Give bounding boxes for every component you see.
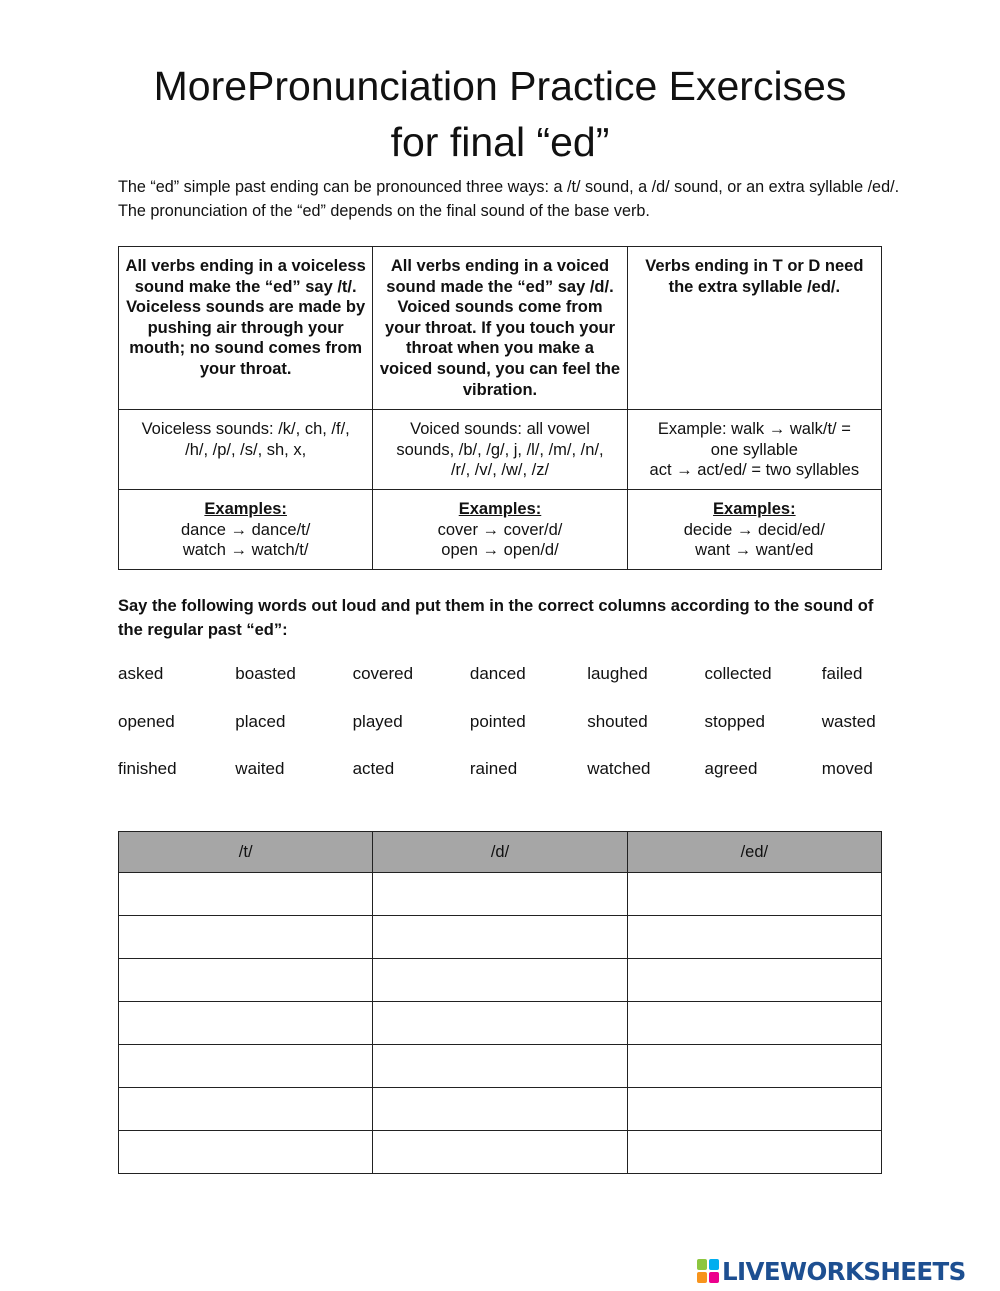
liveworksheets-logo [697, 1256, 966, 1286]
sounds-t-cell [119, 410, 373, 490]
word-item[interactable]: finished [118, 759, 177, 778]
example-item: cover → cover/d/ [437, 520, 563, 539]
answer-cell-ed[interactable] [627, 916, 881, 959]
word-item[interactable]: rained [469, 759, 518, 778]
answer-table [118, 831, 882, 1174]
answer-row [119, 1002, 882, 1045]
answer-cell-ed[interactable] [627, 1002, 881, 1045]
examples-label: Examples: [458, 500, 542, 518]
word-item[interactable]: moved [821, 759, 873, 778]
answer-cell-ed[interactable] [627, 959, 881, 1002]
rule-d-cell: All verbs ending in a voiced sound made the “ed” say /d/. Voiced sounds come from your throat. If you touch your throat when you make a voiced sound, you can feel the vibration. [373, 247, 627, 410]
sounds-line: act → act/ed/ = two syllables [649, 461, 860, 480]
answer-cell-d[interactable] [373, 959, 627, 1002]
answer-cell-d[interactable] [373, 1088, 627, 1131]
word-item[interactable]: watched [587, 759, 651, 778]
word-item[interactable]: pointed [469, 711, 526, 731]
word-item[interactable]: agreed [704, 759, 758, 778]
answer-cell-t[interactable] [119, 1088, 373, 1131]
rule-ed-cell: Verbs ending in T or D need the extra syllable /ed/. [627, 247, 881, 410]
word-item[interactable]: asked [118, 664, 164, 683]
word-item[interactable]: waited [235, 759, 285, 778]
word-row [118, 712, 918, 760]
word-item[interactable]: collected [704, 664, 772, 683]
answer-cell-t[interactable] [119, 873, 373, 916]
word-item[interactable]: boasted [235, 664, 296, 683]
word-row [118, 759, 918, 807]
answer-body [119, 873, 882, 1174]
sounds-line: sounds, /b/, /g/, j, /l/, /m/, /n/, [396, 440, 604, 459]
answer-cell-d[interactable] [373, 916, 627, 959]
answer-row [119, 1088, 882, 1131]
sounds-row [119, 410, 882, 490]
answer-header-ed: /ed/ [627, 832, 881, 873]
answer-cell-ed[interactable] [627, 1131, 881, 1174]
answer-cell-t[interactable] [119, 959, 373, 1002]
answer-cell-t[interactable] [119, 1045, 373, 1088]
word-item[interactable]: shouted [587, 711, 648, 731]
liveworksheets-mark-icon [697, 1259, 719, 1283]
answer-row [119, 916, 882, 959]
answer-row [119, 873, 882, 916]
answer-cell-t[interactable] [119, 916, 373, 959]
word-bank [118, 664, 918, 807]
sounds-line: Voiceless sounds: /k/, ch, /f/, [141, 420, 350, 438]
rule-t-cell: All verbs ending in a voiceless sound make the “ed” say /t/. Voiceless sounds are made by pushing air through your mouth; no sound comes from your throat. [119, 247, 373, 410]
examples-label: Examples: [204, 500, 287, 518]
example-item: want → want/ed [695, 541, 814, 560]
answer-cell-d[interactable] [373, 1002, 627, 1045]
answer-cell-d[interactable] [373, 1131, 627, 1174]
title-line-2: for final “ed” [390, 119, 610, 165]
answer-row [119, 1131, 882, 1174]
word-item[interactable]: danced [469, 664, 526, 683]
page-title [0, 58, 1000, 170]
examples-row [119, 490, 882, 570]
word-item[interactable]: stopped [704, 711, 765, 731]
intro-paragraph: The “ed” simple past ending can be pronounced three ways: a /t/ sound, a /d/ sound, or an extra syllable /ed/. The pronunciation of the “ed” depends on the final sound of the base verb. [118, 178, 900, 220]
example-item: dance → dance/t/ [180, 520, 311, 539]
sounds-line: /r/, /v/, /w/, /z/ [450, 461, 550, 480]
example-item: open → open/d/ [441, 541, 559, 560]
answer-header-t: /t/ [119, 832, 373, 873]
answer-header-row [119, 832, 882, 873]
answer-cell-d[interactable] [373, 873, 627, 916]
instruction-text: Say the following words out loud and put them in the correct columns according to the sound of the regular past “ed”: [118, 597, 874, 639]
sounds-ed-cell [627, 410, 881, 490]
word-item[interactable]: covered [352, 664, 414, 683]
examples-t-cell [119, 490, 373, 570]
examples-ed-cell [627, 490, 881, 570]
answer-cell-t[interactable] [119, 1002, 373, 1045]
answer-row [119, 1045, 882, 1088]
word-item[interactable]: played [352, 711, 403, 731]
sounds-d-cell [373, 410, 627, 490]
answer-cell-t[interactable] [119, 1131, 373, 1174]
sounds-line: Example: walk → walk/t/ = [657, 420, 851, 438]
examples-d-cell [373, 490, 627, 570]
word-item[interactable]: failed [821, 664, 863, 683]
word-item[interactable]: laughed [587, 664, 648, 683]
rules-header-row [119, 247, 882, 410]
brand-name: LIVEWORKSHEETS [722, 1256, 966, 1286]
answer-cell-d[interactable] [373, 1045, 627, 1088]
answer-header-d: /d/ [373, 832, 627, 873]
sounds-line: Voiced sounds: all vowel [410, 420, 590, 438]
rules-table [118, 246, 882, 570]
answer-cell-ed[interactable] [627, 1045, 881, 1088]
answer-cell-ed[interactable] [627, 873, 881, 916]
examples-label: Examples: [713, 500, 796, 518]
answer-row [119, 959, 882, 1002]
sounds-line: /h/, /p/, /s/, sh, x, [185, 440, 307, 459]
word-item[interactable]: acted [352, 759, 395, 778]
word-item[interactable]: wasted [821, 711, 876, 731]
word-row [118, 664, 918, 712]
sounds-line: one syllable [710, 440, 798, 459]
example-item: decide → decid/ed/ [683, 520, 825, 539]
word-item[interactable]: placed [235, 711, 286, 731]
answer-cell-ed[interactable] [627, 1088, 881, 1131]
example-item: watch → watch/t/ [182, 541, 309, 560]
word-item[interactable]: opened [118, 711, 175, 731]
title-line-1: MorePronunciation Practice Exercises [153, 63, 847, 109]
